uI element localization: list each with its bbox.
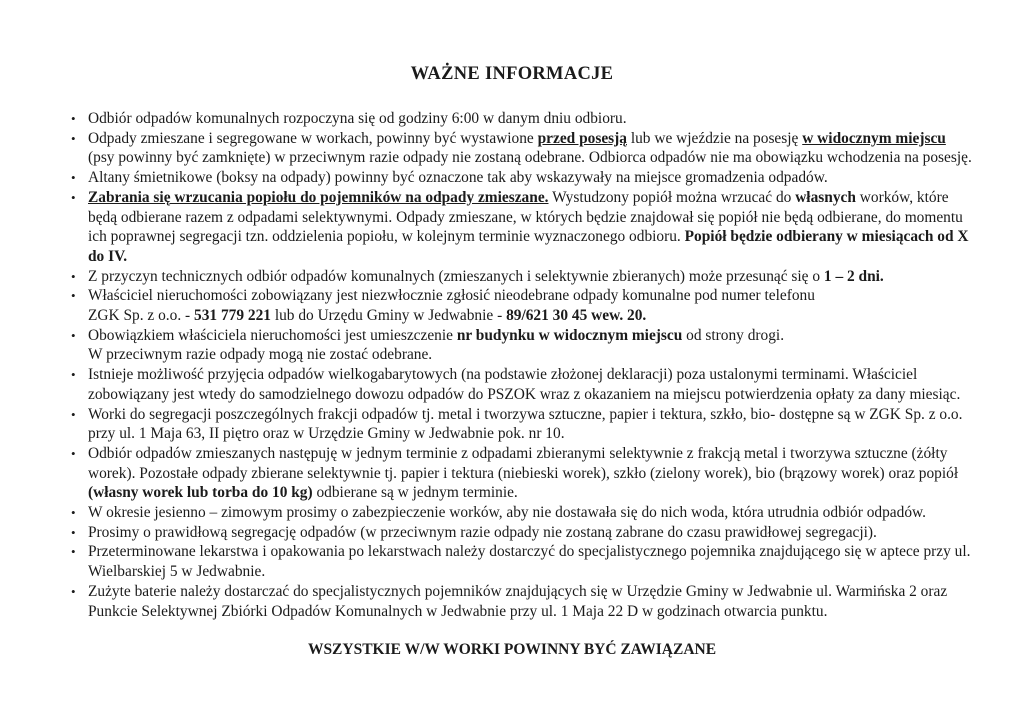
text-segment: 531 779 221 <box>194 307 271 325</box>
text-segment: ZGK Sp. z o.o. - <box>88 307 195 325</box>
text-segment: W przeciwnym razie odpady mogą nie zostać odebrane. <box>88 346 433 364</box>
text-segment: Odbiór odpadów zmieszanych następuję w jednym terminie z odpadami zbieranymi selektywnie z frakcją metal i tworzywa sztuczne (żółty worek). Pozostałe odpady zbierane selektywnie tj. papier i tektura (niebieski worek), szkło (zielony worek), bio (brązowy worek) oraz popiół <box>88 444 959 482</box>
text-segment: W okresie jesienno – zimowym prosimy o zabezpieczenie worków, aby nie dostawała się do nich woda, która utrudnia odbiór odpadów. <box>88 504 926 522</box>
text-segment: własnych <box>795 188 856 206</box>
text-segment: 1 – 2 dni. <box>823 267 884 285</box>
text-segment: Zużyte baterie należy dostarczać do specjalistycznych pojemników znajdujących się w Urzędzie Gminy w Jedwabnie ul. Warmińska 2 oraz Punkcie Selektywnej Zbiórki Odpadów Komunalnych w Jedwabnie przy ul. 1 Maja 22 D w godzinach otwarcia punktu. <box>88 582 948 620</box>
list-item <box>70 503 975 523</box>
list-item <box>70 542 975 581</box>
list-item <box>70 582 975 621</box>
list-item <box>70 267 975 287</box>
text-segment: Z przyczyn technicznych odbiór odpadów komunalnych (zmieszanych i selektywnie zbieranych) może przesunąć się o <box>88 267 824 285</box>
text-segment: Wystudzony popiół można wrzucać do <box>548 188 796 206</box>
list-item <box>70 444 975 503</box>
text-segment: Prosimy o prawidłową segregację odpadów (w przeciwnym razie odpady nie zostaną zabrane do czasu prawidłowej segregacji). <box>88 523 877 541</box>
text-segment: przed posesją <box>537 129 627 147</box>
footer-note: WSZYSTKIE W/W WORKI POWINNY BYĆ ZAWIĄZANE <box>307 641 717 659</box>
page-title: WAŻNE INFORMACJE <box>410 64 614 84</box>
text-segment: odbierane są w jednym terminie. <box>312 484 518 502</box>
text-segment: Obowiązkiem właściciela nieruchomości jest umieszczenie <box>88 326 457 344</box>
list-item <box>70 405 975 444</box>
list-item <box>70 168 975 188</box>
info-list <box>70 109 975 621</box>
text-segment: worków, które będą odbierane razem z odpadami selektywnymi. Odpady zmieszane, w których będzie znajdował się popiół nie będą odbierane, do momentu ich poprawnej segregacji tzn. oddzielenia popiołu, w kolejnym terminie wyznaczonego odbioru. <box>88 188 963 246</box>
text-segment: (psy powinny być zamknięte) w przeciwnym razie odpady nie zostaną odebrane. Odbiorca odpadów nie ma obowiązku wchodzenia na posesję. <box>88 149 972 167</box>
text-segment: Właściciel nieruchomości zobowiązany jest niezwłocznie zgłosić nieodebrane odpady komunalne pod numer telefonu <box>88 287 815 305</box>
list-item <box>70 365 975 404</box>
list-item <box>70 523 975 543</box>
list-item <box>70 129 975 168</box>
text-segment: lub do Urzędu Gminy w Jedwabnie - <box>270 307 507 325</box>
text-segment: Zabrania się wrzucania popiołu do pojemników na odpady zmieszane. <box>88 188 549 206</box>
text-segment: 89/621 30 45 wew. 20. <box>506 307 647 325</box>
text-segment: Przeterminowane lekarstwa i opakowania po lekarstwach należy dostarczyć do specjalistycznego pojemnika znajdującego się w aptece przy ul. Wielbarskiej 5 w Jedwabnie. <box>88 543 971 581</box>
text-segment: od strony drogi. <box>682 326 785 344</box>
list-item <box>70 326 975 365</box>
text-segment: Istnieje możliwość przyjęcia odpadów wielkogabarytowych (na podstawie złożonej deklaracji) poza ustalonymi terminami. Właściciel zobowiązany jest wtedy do samodzielnego dowozu odpadów do PSZOK wraz z okazaniem na miejscu potwierdzenia opłaty za dany miesiąc. <box>88 366 961 403</box>
list-item <box>70 188 975 267</box>
list-item <box>70 109 975 129</box>
text-segment: lub we wjeździe na posesję <box>626 129 803 147</box>
text-segment: w widocznym miejscu <box>802 129 946 147</box>
text-segment: Odpady zmieszane i segregowane w workach, powinny być wystawione <box>88 129 538 147</box>
text-segment: nr budynku w widocznym miejscu <box>456 326 683 344</box>
list-item <box>70 286 975 325</box>
text-segment: Popiół będzie odbierany w miesiącach od X do IV. <box>88 228 969 265</box>
text-segment: Odbiór odpadów komunalnych rozpoczyna się od godziny 6:00 w danym dniu odbioru. <box>88 110 627 127</box>
text-segment: (własny worek lub torba do 10 kg) <box>88 484 313 502</box>
text-segment: Worki do segregacji poszczególnych frakcji odpadów tj. metal i tworzywa sztuczne, papier i tektura, szkło, bio- dostępne są w ZGK Sp. z o.o. przy ul. 1 Maja 63, II piętro oraz w Urzędzie Gminy w Jedwabnie pok. nr 10. <box>88 405 963 443</box>
text-segment: Altany śmietnikowe (boksy na odpady) powinny być oznaczone tak aby wskazywały na miejsce gromadzenia odpadów. <box>88 169 828 187</box>
